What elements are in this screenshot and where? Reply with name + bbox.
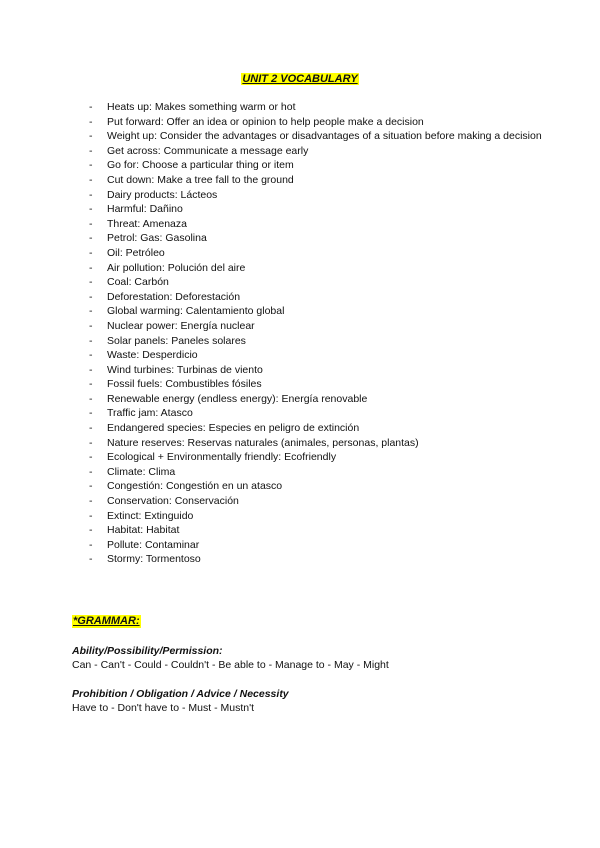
list-dash-marker: - bbox=[89, 261, 93, 274]
vocabulary-item bbox=[86, 304, 546, 319]
vocabulary-item bbox=[86, 363, 546, 378]
vocabulary-item bbox=[86, 231, 546, 246]
grammar-section-ability bbox=[72, 644, 542, 672]
vocabulary-item bbox=[86, 319, 546, 334]
grammar-section-title: Prohibition / Obligation / Advice / Necessity bbox=[72, 688, 289, 700]
list-dash-marker: - bbox=[89, 305, 93, 318]
list-dash-marker: - bbox=[89, 524, 93, 537]
vocabulary-item-text: Congestión: Congestión en un atasco bbox=[107, 480, 283, 493]
vocabulary-item bbox=[86, 406, 546, 421]
list-dash-marker: - bbox=[89, 480, 93, 493]
list-dash-marker: - bbox=[89, 334, 93, 347]
vocabulary-item bbox=[86, 129, 546, 144]
list-dash-marker: - bbox=[89, 232, 93, 245]
vocabulary-item bbox=[86, 261, 546, 276]
list-dash-marker: - bbox=[89, 246, 93, 259]
list-dash-marker: - bbox=[89, 422, 93, 435]
list-dash-marker: - bbox=[89, 363, 93, 376]
vocabulary-item bbox=[86, 217, 546, 232]
vocabulary-item bbox=[86, 494, 546, 509]
vocabulary-item bbox=[86, 202, 546, 217]
vocabulary-item-text: Get across: Communicate a message early bbox=[107, 144, 309, 157]
list-dash-marker: - bbox=[89, 553, 93, 566]
vocabulary-item-text: Nature reserves: Reservas naturales (animales, personas, plantas) bbox=[107, 436, 419, 449]
vocabulary-item bbox=[86, 188, 546, 203]
grammar-section-title: Ability/Possibility/Permission: bbox=[72, 645, 223, 657]
vocabulary-item-text: Conservation: Conservación bbox=[107, 495, 239, 508]
vocabulary-item-text: Oil: Petróleo bbox=[107, 246, 165, 259]
grammar-heading: *GRAMMAR: bbox=[73, 615, 140, 627]
vocabulary-item bbox=[86, 392, 546, 407]
grammar-section-text: Have to - Don't have to - Must - Mustn't bbox=[72, 702, 254, 714]
vocabulary-item-text: Go for: Choose a particular thing or item bbox=[107, 159, 294, 172]
vocabulary-item-text: Stormy: Tormentoso bbox=[107, 553, 201, 566]
list-dash-marker: - bbox=[89, 319, 93, 332]
vocabulary-item bbox=[86, 334, 546, 349]
list-dash-marker: - bbox=[89, 173, 93, 186]
list-dash-marker: - bbox=[89, 130, 93, 143]
vocabulary-item-text: Heats up: Makes something warm or hot bbox=[107, 101, 296, 113]
list-dash-marker: - bbox=[89, 436, 93, 449]
vocabulary-item bbox=[86, 348, 546, 363]
grammar-section-text: Can - Can't - Could - Couldn't - Be able to - Manage to - May - Might bbox=[72, 659, 389, 671]
list-dash-marker: - bbox=[89, 495, 93, 508]
vocabulary-item bbox=[86, 421, 546, 436]
vocabulary-item-text: Ecological + Environmentally friendly: Ecofriendly bbox=[107, 451, 337, 464]
vocabulary-item-text: Global warming: Calentamiento global bbox=[107, 305, 285, 318]
vocabulary-item bbox=[86, 479, 546, 494]
list-dash-marker: - bbox=[89, 115, 93, 128]
vocabulary-item bbox=[86, 100, 546, 115]
list-dash-marker: - bbox=[89, 101, 93, 113]
list-dash-marker: - bbox=[89, 290, 93, 303]
list-dash-marker: - bbox=[89, 378, 93, 391]
vocabulary-item-text: Solar panels: Paneles solares bbox=[107, 334, 246, 347]
vocabulary-item bbox=[86, 144, 546, 159]
vocabulary-item bbox=[86, 377, 546, 392]
vocabulary-list bbox=[86, 100, 546, 567]
vocabulary-item bbox=[86, 173, 546, 188]
vocabulary-item-text: Petrol: Gas: Gasolina bbox=[107, 232, 207, 245]
vocabulary-item-text: Threat: Amenaza bbox=[107, 217, 187, 230]
vocabulary-item-text: Endangered species: Especies en peligro de extinción bbox=[107, 422, 360, 435]
vocabulary-item bbox=[86, 115, 546, 130]
grammar-section-obligation bbox=[72, 687, 542, 715]
vocabulary-item-text: Renewable energy (endless energy): Energía renovable bbox=[107, 392, 368, 405]
vocabulary-item bbox=[86, 538, 546, 553]
list-dash-marker: - bbox=[89, 276, 93, 289]
vocabulary-item bbox=[86, 158, 546, 173]
vocabulary-item-text: Dairy products: Lácteos bbox=[107, 188, 218, 201]
list-dash-marker: - bbox=[89, 349, 93, 362]
vocabulary-item bbox=[86, 275, 546, 290]
vocabulary-item-text: Waste: Desperdicio bbox=[107, 349, 198, 362]
vocabulary-item bbox=[86, 509, 546, 524]
document-title bbox=[0, 73, 600, 86]
list-dash-marker: - bbox=[89, 392, 93, 405]
vocabulary-item bbox=[86, 523, 546, 538]
vocabulary-item-text: Wind turbines: Turbinas de viento bbox=[107, 363, 263, 376]
vocabulary-item bbox=[86, 450, 546, 465]
list-dash-marker: - bbox=[89, 407, 93, 420]
vocabulary-item bbox=[86, 552, 546, 567]
list-dash-marker: - bbox=[89, 217, 93, 230]
vocabulary-item-text: Extinct: Extinguido bbox=[107, 509, 194, 522]
list-dash-marker: - bbox=[89, 188, 93, 201]
vocabulary-item-text: Fossil fuels: Combustibles fósiles bbox=[107, 378, 262, 391]
list-dash-marker: - bbox=[89, 451, 93, 464]
vocabulary-item-text: Cut down: Make a tree fall to the ground bbox=[107, 173, 294, 186]
list-dash-marker: - bbox=[89, 203, 93, 216]
vocabulary-item-text: Harmful: Dañino bbox=[107, 203, 183, 216]
vocabulary-item bbox=[86, 436, 546, 451]
vocabulary-item-text: Traffic jam: Atasco bbox=[107, 407, 193, 420]
vocabulary-item bbox=[86, 246, 546, 261]
list-dash-marker: - bbox=[89, 465, 93, 478]
vocabulary-item-text: Put forward: Offer an idea or opinion to help people make a decision bbox=[107, 115, 424, 128]
list-dash-marker: - bbox=[89, 144, 93, 157]
list-dash-marker: - bbox=[89, 159, 93, 172]
vocabulary-item-text: Habitat: Habitat bbox=[107, 524, 180, 537]
vocabulary-item-text: Coal: Carbón bbox=[107, 276, 169, 289]
vocabulary-item-text: Deforestation: Deforestación bbox=[107, 290, 241, 303]
vocabulary-item-text: Nuclear power: Energía nuclear bbox=[107, 319, 255, 332]
document-title-text: UNIT 2 VOCABULARY bbox=[242, 73, 358, 85]
vocabulary-item-text: Pollute: Contaminar bbox=[107, 538, 200, 551]
list-dash-marker: - bbox=[89, 538, 93, 551]
vocabulary-item bbox=[86, 290, 546, 305]
list-dash-marker: - bbox=[89, 509, 93, 522]
vocabulary-item-text: Climate: Clima bbox=[107, 465, 176, 478]
vocabulary-item-text: Weight up: Consider the advantages or disadvantages of a situation before making a decision bbox=[107, 130, 542, 143]
vocabulary-item bbox=[86, 465, 546, 480]
vocabulary-item-text: Air pollution: Polución del aire bbox=[107, 261, 246, 274]
